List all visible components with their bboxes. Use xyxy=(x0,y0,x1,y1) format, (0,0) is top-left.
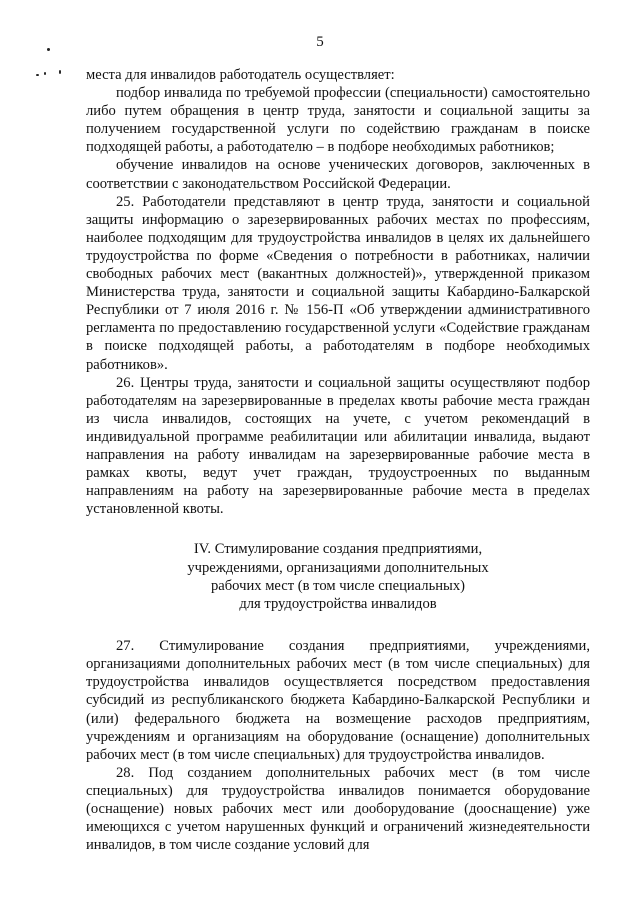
document-body xyxy=(86,66,590,854)
paragraph-25: 25. Работодатели представляют в центр труда, занятости и социальной защиты информацию о зарезервированных рабочих местах по профессиям, наиболее подходящим для трудоустройства инвалидов в целях их дальнейшего трудоустройства по форме «Сведения о потребности в работниках, наличии свободных рабочих мест (вакантных должностей)», утвержденной приказом Министерства труда, занятости и социальной защиты Кабардино-Балкарской Республики от 7 июля 2016 г. № 156-П «Об утверждении административного регламента по предоставлению государственной услуги «Содействие гражданам в поиске подходящей работы, а работодателям в подборе необходимых работников». xyxy=(86,193,590,373)
scan-speck xyxy=(44,72,46,75)
paragraph-28: 28. Под созданием дополнительных рабочих мест (в том числе специальных) для трудоустройства инвалидов понимается оборудование (оснащение) новых рабочих мест или дооборудование (дооснащение) уже имеющихся с учетом нарушенных функций и ограничений жизнедеятельности инвалидов, в том числе создание условий для xyxy=(86,764,590,854)
section-heading-line: рабочих мест (в том числе специальных) xyxy=(210,577,465,594)
paragraph-26: 26. Центры труда, занятости и социальной защиты осуществляют подбор работодателям на зарезервированные в пределах квоты рабочие места граждан из числа инвалидов, состоящих на учете, с учетом рекомендаций в индивидуальной программе реабилитации или абилитации инвалида, выдают направления на работу инвалидам на зарезервированные рабочие места в рамках квоты, ведут учет граждан, трудоустроенных по выданным направлениям на работу на зарезервированные рабочие места в пределах установленной квоты. xyxy=(86,374,590,518)
section-heading-line: IV. Стимулирование создания предприятиями, xyxy=(193,541,483,558)
scan-speck xyxy=(36,74,39,76)
intro-paragraph: места для инвалидов работодатель осуществляет: xyxy=(86,67,395,83)
list-item: подбор инвалида по требуемой профессии (специальности) самостоятельно либо путем обращения в центр труда, занятости и социальной защиты за получением государственной услуги по содействию гражданам в поиске подходящей работы, а работодателю – в подборе необходимых работников; xyxy=(86,85,590,156)
section-heading-line: для трудоустройства инвалидов xyxy=(239,595,437,612)
paragraph-27: 27. Стимулирование создания предприятиями, учреждениями, организациями дополнительных рабочих мест (в том числе специальных) для трудоустройства инвалидов осуществляется посредством предоставления субсидий из республиканского бюджета Кабардино-Балкарской Республики и (или) федерального бюджета на возмещение расходов предприятиям, учреждениям и организациям на оборудование (оснащение) дополнительных рабочих мест (в том числе специальных) для трудоустройства инвалидов. xyxy=(86,638,590,763)
scan-speck xyxy=(59,70,61,74)
scan-speck xyxy=(47,48,50,51)
section-heading xyxy=(86,540,590,613)
page-number: 5 xyxy=(316,34,324,50)
list-item: обучение инвалидов на основе ученических договоров, заключенных в соответствии с законодательством Российской Федерации. xyxy=(86,157,590,192)
section-heading-line: учреждениями, организациями дополнительных xyxy=(187,559,489,576)
